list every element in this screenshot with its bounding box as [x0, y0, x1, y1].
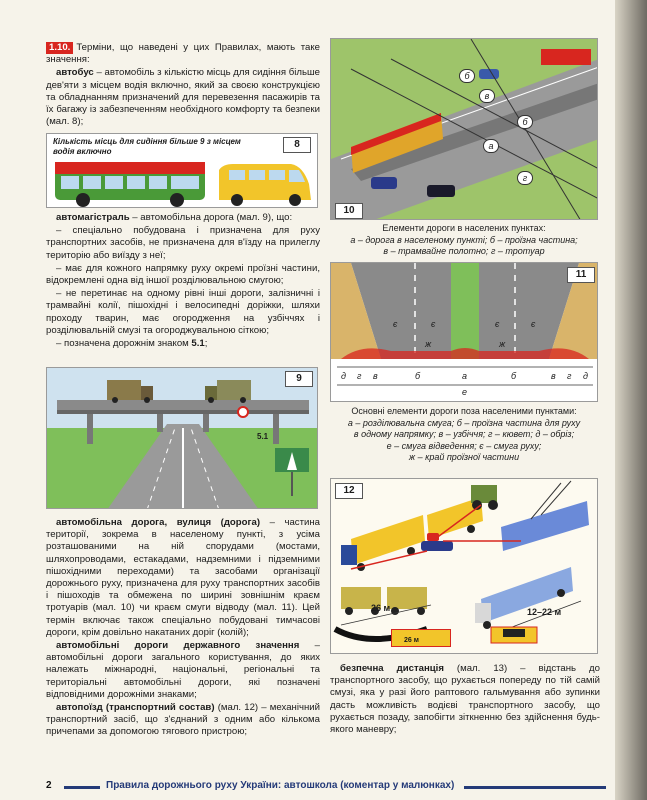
- motorway-block: [46, 212, 320, 351]
- car-icon: [371, 177, 397, 189]
- fig11-letter-g: г: [357, 371, 362, 381]
- fig11-letter-v: в: [551, 371, 556, 381]
- figure-10: [330, 38, 598, 220]
- page-footer: [46, 780, 606, 796]
- car-trailer-icon: [421, 533, 453, 551]
- fig11-letter-e: е: [462, 387, 468, 397]
- figure-11-number: 11: [567, 267, 595, 283]
- figure-8-label: Кількість місць для сидіння більше 9 з місцем водія включно: [53, 137, 241, 156]
- fig11-letter-ye: є: [531, 319, 536, 329]
- fig11-letter-ye: є: [495, 319, 500, 329]
- truck-icon: [107, 380, 153, 403]
- bus-definition: автобус – автомобіль з кількістю місць для сидіння більше дев'яти з місцем водія включно, який за своєю конструкцією та обладнанням призначений для перевезення пасажирів та їх багажу із забезпеченням необхідного комфорту та безпеки (мал. 8);: [46, 67, 320, 128]
- fig12-dim-12-22m: 12–22 м: [527, 607, 562, 617]
- figure-8-number: 8: [283, 137, 311, 153]
- fig12-sign: [391, 629, 451, 647]
- bus-icon: [55, 162, 205, 207]
- road-definition: автомобільна дорога, вулиця (дорога) – частина території, зокрема в населеному пункті, з усіма розташованими на ній спорудами (мостами, шляхопроводами, естакадами, надземними і підземними пішохідними переходами) та засобами організації дорожнього руху, призначена для руху транспортних засобів і пішоходів та обмежена по ширині зовнішнім краєм тротуарів (мал. 10) чи краєм смуги відводу (мал. 11). Цей термін включає також спеціально побудовані тимчасові дороги, крім довільно накатаних доріг (колій);: [46, 517, 320, 638]
- road-block: [46, 517, 320, 740]
- motorway-item: – спеціально побудована і призначена для руху транспортних засобів, не призначена для в'їзду на прилеглу територію або виїзду з неї;: [46, 225, 320, 261]
- fig11-letter-v: в: [373, 371, 378, 381]
- figure-9-number: 9: [285, 371, 313, 387]
- minibus-icon: [219, 164, 311, 206]
- car-icon: [479, 69, 499, 79]
- semi-trailer-icon: [475, 567, 573, 629]
- footer-title: Правила дорожнього руху України: автошкола (коментар у малюнках): [106, 780, 455, 791]
- figure-11-illustration: [331, 263, 598, 402]
- figure-10-number: 10: [335, 203, 363, 219]
- road-train-icon: [341, 497, 483, 571]
- tractor-icon: [471, 485, 498, 510]
- figure-8-illustration: [47, 134, 318, 208]
- fig11-letter-ye: є: [393, 319, 398, 329]
- figure-9: [46, 367, 318, 509]
- fig10-letter-v: в: [479, 89, 495, 103]
- road-train-definition: автопоїзд (транспортний состав) (мал. 12) – механічний транспортний засіб, що з'єднаний з одним або кількома причепами за допомогою тягового пристрою;: [46, 702, 320, 738]
- section-number: 1.10.: [46, 42, 73, 54]
- page-edge-shadow: [615, 0, 647, 800]
- safe-distance-block: [330, 663, 600, 737]
- figure-9-illustration: [47, 368, 318, 509]
- fig10-letter-b2: б: [517, 115, 533, 129]
- fig11-letter-b: б: [415, 371, 421, 381]
- figure-8: [46, 133, 318, 208]
- fig12-dim-26m: 26 м: [371, 603, 391, 613]
- figure-12-number: 12: [335, 483, 363, 499]
- figure-11-caption: Основні елементи дороги поза населеними пунктами: а – розділювальна смуга; б – проїзна частина для руху в одному напрямку; в – узбіччя; г – кювет; д – обріз; е – смуга відведення; є – смуга руху; ж – край проїзної частини: [347, 406, 581, 462]
- fig11-letter-zh: ж: [425, 339, 432, 349]
- speed-limit-sign: [238, 407, 248, 417]
- figure-12: [330, 478, 598, 654]
- truck-icon: [205, 380, 251, 403]
- footer-rule: [464, 786, 606, 789]
- safe-distance-definition: безпечна дистанція (мал. 13) – відстань до транспортного засобу, що рухається попереду по тій самій смузі, яка у разі його раптового гальмування або зупинки дасть можливість водієві транспортного засобу, що рухається позаду, запобігти зіткненню без здійснення будь-якого маневру;: [330, 663, 600, 736]
- fig11-letter-ye: є: [431, 319, 436, 329]
- fig11-letter-d: д: [341, 371, 346, 381]
- figure-10-illustration: [331, 39, 598, 220]
- intro-paragraph: 1.10. Терміни, що наведені у цих Правилах, мають таке значення:: [46, 42, 320, 66]
- figure-10-caption: Елементи дороги в населених пунктах: а – дорога в населеному пункті; б – проїзна частина; в – трамвайне полотно; г – тротуар: [350, 223, 578, 256]
- motorway-item: – має для кожного напрямку руху окремі проїзні частини, відокремлені одна від іншої розділювальною смугою;: [46, 262, 320, 287]
- fig10-letter-b: б: [459, 69, 475, 83]
- figure-9-sign-label: 5.1: [257, 432, 269, 441]
- fig11-letter-b: б: [511, 371, 517, 381]
- figure-11: [330, 262, 598, 402]
- page-number: 2: [46, 780, 52, 791]
- left-column: [46, 42, 320, 129]
- fig11-letter-g: г: [567, 371, 572, 381]
- fig10-letter-a: а: [483, 139, 499, 153]
- fig11-letter-d: д: [583, 371, 588, 381]
- motorway-definition: автомагістраль – автомобільна дорога (мал. 9), що:: [56, 212, 293, 223]
- fig10-letter-g: г: [517, 171, 533, 185]
- footer-rule: [64, 786, 100, 789]
- fig12-sign-label: 26 м: [404, 637, 419, 644]
- fig11-letter-a: а: [462, 371, 468, 381]
- motorway-item: – не перетинає на одному рівні інші дороги, залізничні і трамвайні колії, пішохідні і велосипедні доріжки, шляхи проходу тварин, має огородження на узбіччях і розділювальній смузі та огороджувальною сіткою;: [46, 288, 320, 336]
- figure-12-illustration: [331, 479, 598, 654]
- fig11-letter-zh: ж: [499, 339, 506, 349]
- car-icon: [427, 185, 455, 197]
- motorway-item: – позначена дорожнім знаком 5.1;: [56, 338, 208, 350]
- tram-icon: [541, 49, 591, 65]
- public-road-definition: автомобільні дороги державного значення – автомобільні дороги загального користування, до яких належать міжнародні, національні, регіональні та територіальні автомобільні дороги, які позначені відповідними дорожніми знаками;: [46, 640, 320, 700]
